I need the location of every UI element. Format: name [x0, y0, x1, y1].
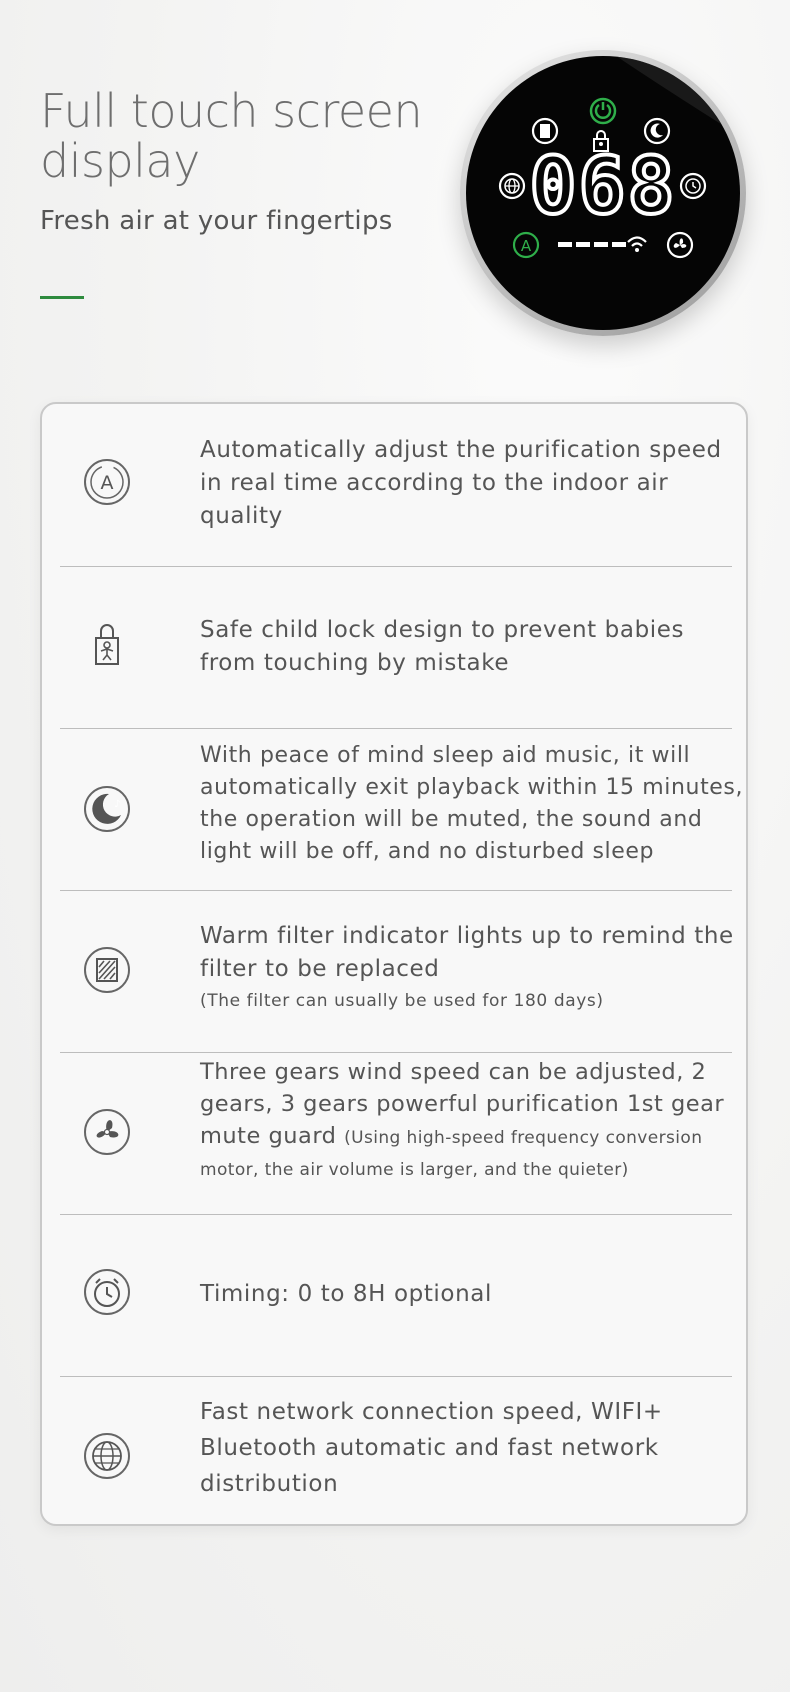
- page-subtitle: Fresh air at your fingertips: [40, 206, 393, 236]
- timer-icon: [83, 1268, 131, 1316]
- feature-text: [200, 1056, 758, 1184]
- svg-text:A: A: [520, 237, 532, 255]
- feature-text: [200, 740, 752, 868]
- child-lock-icon: [83, 620, 131, 668]
- feature-note: (Using high-speed frequency conversion motor, the air volume is larger, and the quieter): [200, 1128, 703, 1180]
- sleep-icon: [645, 119, 669, 143]
- filter-icon: [83, 946, 131, 994]
- feature-description: With peace of mind sleep aid music, it will automatically exit playback within 15 minutes, the operation will be muted, the sound and light will be off, and no disturbed sleep: [200, 743, 744, 864]
- feature-text: [200, 434, 740, 533]
- feature-description: Fast network connection speed, WIFI+ Bluetooth automatic and fast network distribution: [200, 1399, 663, 1497]
- feature-note: (The filter can usually be used for 180 days): [200, 991, 604, 1011]
- feature-text: [200, 614, 740, 680]
- feature-row-fan: [60, 1052, 732, 1215]
- feature-text: [200, 920, 740, 1015]
- feature-description: Safe child lock design to prevent babies from touching by mistake: [200, 617, 685, 676]
- level-bar: [558, 242, 626, 247]
- feature-row-timer: [60, 1214, 732, 1377]
- power-icon: [591, 99, 615, 123]
- feature-text: [200, 1278, 740, 1311]
- timer-icon: [681, 174, 705, 198]
- device-face: [466, 56, 740, 330]
- device-screen: [466, 56, 740, 330]
- feature-description: Three gears wind speed can be adjusted, 2 gears, 3 gears powerful purification 1st gear mute guard: [200, 1059, 725, 1149]
- network-icon: [500, 174, 524, 198]
- feature-description: Warm filter indicator lights up to remind the filter to be replaced: [200, 923, 734, 982]
- fan-icon: [668, 233, 692, 257]
- feature-text: [200, 1394, 720, 1502]
- network-icon: [83, 1432, 131, 1480]
- page-title: Full touch screen display: [40, 84, 423, 188]
- sleep-icon: [83, 785, 131, 833]
- device-display: [460, 50, 746, 336]
- wifi-icon: [628, 238, 646, 253]
- svg-text:♪: ♪: [114, 799, 121, 810]
- readout-display: 068: [529, 142, 677, 232]
- fan-icon: [83, 1108, 131, 1156]
- feature-row-filter: [60, 890, 732, 1053]
- feature-row-network: [60, 1376, 732, 1524]
- feature-row-sleep: [60, 728, 744, 891]
- accent-divider: [40, 296, 84, 299]
- feature-row-auto: [60, 404, 732, 567]
- feature-row-child-lock: [60, 566, 732, 729]
- filter-icon: [533, 119, 557, 143]
- auto-mode-icon: [514, 233, 538, 257]
- feature-card: [40, 402, 748, 1526]
- svg-text:A: A: [100, 472, 114, 494]
- feature-description: Timing: 0 to 8H optional: [200, 1281, 492, 1307]
- auto-mode-icon: [83, 458, 131, 506]
- feature-description: Automatically adjust the purification speed in real time according to the indoor air quality: [200, 437, 722, 529]
